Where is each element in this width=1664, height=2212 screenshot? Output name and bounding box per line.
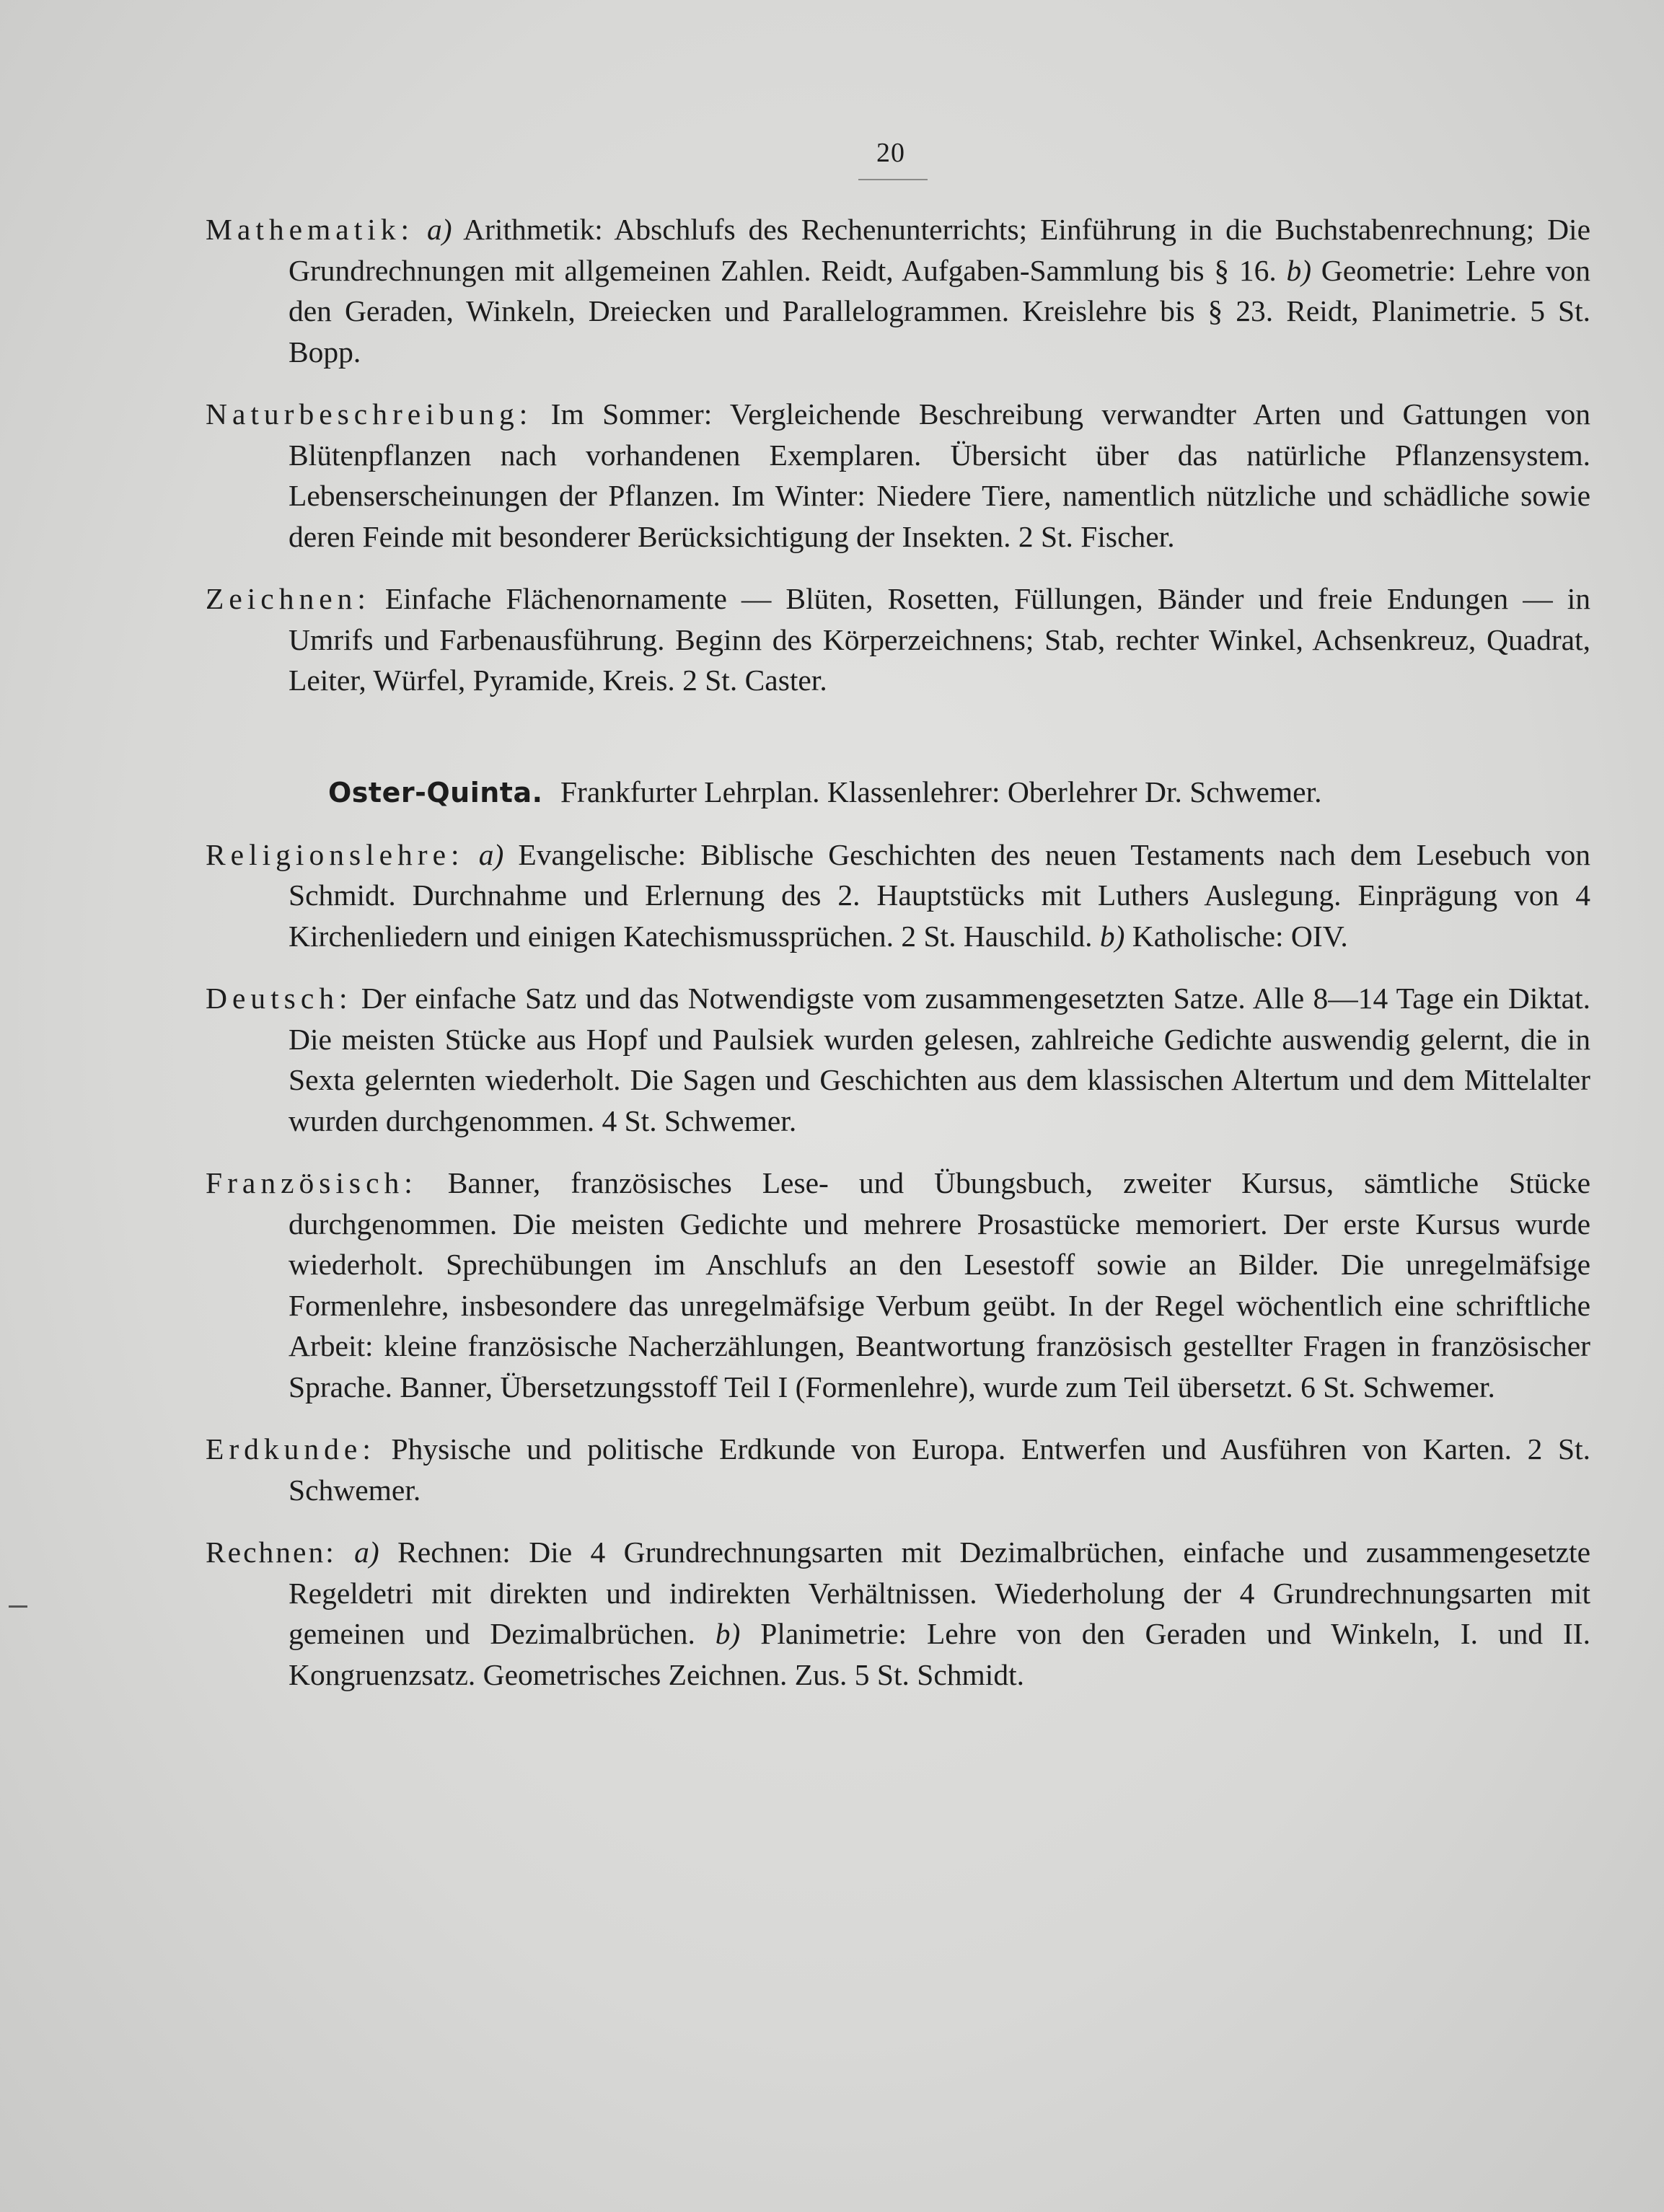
enum-a: a) xyxy=(478,837,504,871)
entry-text: Evangelische: Biblische Geschichten des neuen Testaments nach dem Lesebuch von Schmidt. Durchnahme und Erlernung des 2. Hauptstücks mit Luthers Auslegung. Einprägung von 4 Kirchenliedern und einigen Katechismussprüchen. 2 St. Hauschild. xyxy=(289,837,1591,953)
entry-religionslehre xyxy=(206,834,1590,957)
entry-text: Der einfache Satz und das Notwendigste vom zusammengesetzten Satze. Alle 8—14 Tage ein Diktat. Die meisten Stücke aus Hopf und Paulsiek wurden gelesen, zahlreiche Gedichte auswendig gelernt, die in Sexta gelernten wiederholt. Die Sagen und Geschichten aus dem klassischen Altertum und dem Mittelalter wurden durchgenommen. 4 St. Schwemer. xyxy=(289,982,1590,1137)
entry-text: Banner, französisches Lese- und Übungsbuch, zweiter Kursus, sämtliche Stücke durchgenommen. Die meisten Gedichte und mehrere Prosastücke memoriert. Der erste Kursus wurde wiederholt. Sprechübungen im Anschlufs an den Lesestoff sowie an Bilder. Die unregelmäfsige Formenlehre, insbesondere das unregelmäfsige Verbum geübt. In der Regel wöchentlich eine schriftliche Arbeit: kleine französische Nacherzählungen, Beantwortung französisch gestellter Fragen in französischer Sprache. Banner, Übersetzungsstoff Teil I (Formenlehre), wurde zum Teil übersetzt. 6 St. Schwemer. xyxy=(289,1166,1590,1404)
entry-text: Planimetrie: Lehre von den Geraden und Winkeln, I. und II. Kongruenzsatz. Geometrisches Zeichnen. Zus. 5 St. Schmidt. xyxy=(289,1617,1590,1691)
entry-text: Im Sommer: Vergleichende Beschreibung verwandter Arten und Gattungen von Blütenpflanzen nach vorhandenen Exemplaren. Übersicht über das natürliche Pflanzensystem. Lebenserscheinungen der Pflanzen. Im Winter: Niedere Tiere, namentlich nützliche und schädliche sowie deren Feinde mit besonderer Berücksichtigung der Insekten. 2 St. Fischer. xyxy=(289,397,1590,553)
page-content xyxy=(206,209,1590,1717)
enum-a: a) xyxy=(354,1535,379,1569)
subject-mathematik: Mathematik: xyxy=(206,213,415,246)
subject-naturbeschreibung: Naturbeschreibung: xyxy=(206,397,533,431)
entry-text: Geometrie: Lehre von den Geraden, Winkeln, Dreiecken und Parallelogrammen. Kreislehre bis § 23. Reidt, Planimetrie. 5 St. Bopp. xyxy=(289,253,1590,369)
subject-franzoesisch: Französisch: xyxy=(206,1166,418,1199)
section-subtitle: Frankfurter Lehrplan. Klassenlehrer: Oberlehrer Dr. Schwemer. xyxy=(553,775,1322,808)
entry-deutsch xyxy=(206,978,1590,1141)
section-title: Oster-Quinta. xyxy=(328,776,543,808)
entry-text: Physische und politische Erdkunde von Europa. Entwerfen und Ausführen von Karten. 2 St. Schwemer. xyxy=(289,1432,1590,1507)
entry-rechnen xyxy=(206,1532,1590,1695)
subject-erdkunde: Erdkunde: xyxy=(206,1432,376,1466)
entry-erdkunde xyxy=(206,1429,1590,1510)
entry-franzoesisch xyxy=(206,1163,1590,1407)
entry-text: Katholische: OIV. xyxy=(1124,919,1348,953)
subject-religionslehre: Religionslehre: xyxy=(206,837,465,871)
page-number-rule xyxy=(858,179,928,180)
subject-deutsch: Deutsch: xyxy=(206,982,353,1015)
entry-zeichnen xyxy=(206,578,1590,701)
enum-a: a) xyxy=(426,213,452,246)
subject-rechnen: Rechnen: xyxy=(206,1535,336,1569)
entry-text: Einfache Flächenornamente — Blüten, Rosetten, Füllungen, Bänder und freie Endungen — in Umrifs und Farbenausführung. Beginn des Körperzeichnens; Stab, rechter Winkel, Achsenkreuz, Quadrat, Leiter, Würfel, Pyramide, Kreis. 2 St. Caster. xyxy=(289,582,1590,697)
entry-mathematik xyxy=(206,209,1590,372)
entry-text: Rechnen: Die 4 Grundrechnungsarten mit Dezimalbrüchen, einfache und zusammengesetzte Regeldetri mit direkten und indirekten Verhältnissen. Wiederholung der 4 Grundrechnungsarten mit gemeinen und Dezimalbrüchen. xyxy=(289,1535,1591,1650)
enum-b: b) xyxy=(715,1617,741,1650)
entry-naturbeschreibung xyxy=(206,394,1590,557)
scan-artifact-mark xyxy=(9,1605,27,1608)
enum-b: b) xyxy=(1099,919,1125,953)
page-number: 20 xyxy=(876,138,905,168)
entry-text: Arithmetik: Abschlufs des Rechenunterrichts; Einführung in die Buchstabenrechnung; Die Grundrechnungen mit allgemeinen Zahlen. Reidt, Aufgaben-Sammlung bis § 16. xyxy=(289,213,1591,287)
subject-zeichnen: Zeichnen: xyxy=(206,582,371,615)
enum-b: b) xyxy=(1286,253,1312,287)
section-heading-oster-quinta xyxy=(206,772,1590,813)
